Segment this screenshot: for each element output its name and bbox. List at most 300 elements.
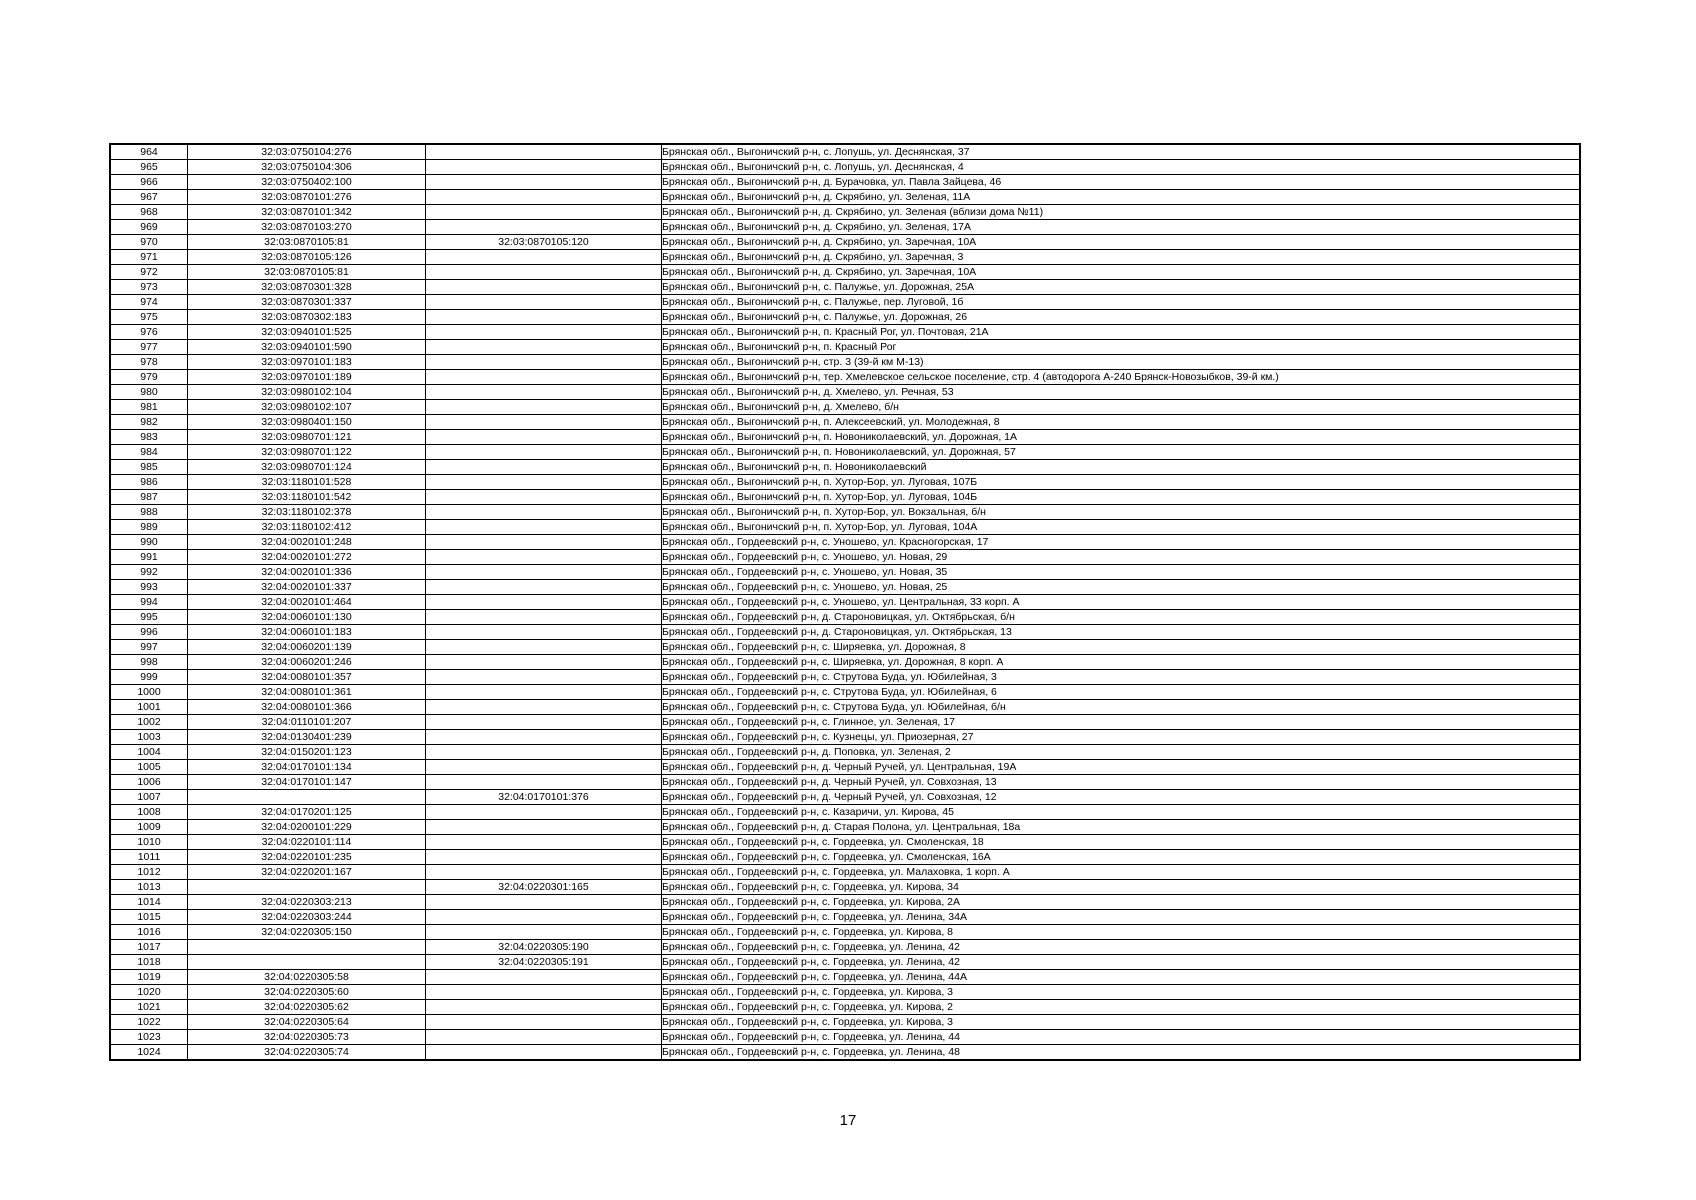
address-cell: Брянская обл., Гордеевский р-н, с. Гордеевка, ул. Смоленская, 18	[662, 835, 1581, 850]
address-cell: Брянская обл., Гордеевский р-н, с. Гордеевка, ул. Ленина, 34А	[662, 910, 1581, 925]
table-row	[110, 550, 1580, 565]
row-number-cell: 968	[110, 205, 188, 220]
address-cell: Брянская обл., Гордеевский р-н, с. Гордеевка, ул. Ленина, 48	[662, 1045, 1581, 1061]
row-number-cell: 994	[110, 595, 188, 610]
cadastral-number-cell: 32:03:0980701:121	[188, 430, 426, 445]
row-number-cell: 998	[110, 655, 188, 670]
row-number-cell: 983	[110, 430, 188, 445]
cadastral-number-cell: 32:04:0220101:114	[188, 835, 426, 850]
row-number-cell: 979	[110, 370, 188, 385]
related-cadastral-number-cell	[426, 745, 662, 760]
cadastral-number-cell: 32:04:0060201:246	[188, 655, 426, 670]
related-cadastral-number-cell	[426, 655, 662, 670]
row-number-cell: 1002	[110, 715, 188, 730]
address-cell: Брянская обл., Выгоничский р-н, стр. 3 (39-й км М-13)	[662, 355, 1581, 370]
table-row	[110, 265, 1580, 280]
related-cadastral-number-cell	[426, 670, 662, 685]
table-row	[110, 775, 1580, 790]
table-row	[110, 295, 1580, 310]
property-registry-table	[109, 143, 1581, 1061]
table-row	[110, 610, 1580, 625]
related-cadastral-number-cell	[426, 280, 662, 295]
row-number-cell: 1004	[110, 745, 188, 760]
related-cadastral-number-cell	[426, 1045, 662, 1061]
cadastral-number-cell: 32:03:0940101:525	[188, 325, 426, 340]
row-number-cell: 970	[110, 235, 188, 250]
related-cadastral-number-cell	[426, 310, 662, 325]
table-row	[110, 445, 1580, 460]
table-row	[110, 940, 1580, 955]
row-number-cell: 991	[110, 550, 188, 565]
table-row	[110, 144, 1580, 160]
row-number-cell: 969	[110, 220, 188, 235]
related-cadastral-number-cell	[426, 985, 662, 1000]
cadastral-number-cell: 32:04:0020101:464	[188, 595, 426, 610]
cadastral-number-cell: 32:04:0110101:207	[188, 715, 426, 730]
cadastral-number-cell: 32:04:0220101:235	[188, 850, 426, 865]
address-cell: Брянская обл., Выгоничский р-н, д. Скрябино, ул. Заречная, 10А	[662, 265, 1581, 280]
related-cadastral-number-cell	[426, 1015, 662, 1030]
address-cell: Брянская обл., Выгоничский р-н, с. Лопушь, ул. Деснянская, 4	[662, 160, 1581, 175]
cadastral-number-cell: 32:04:0020101:248	[188, 535, 426, 550]
row-number-cell: 982	[110, 415, 188, 430]
row-number-cell: 1021	[110, 1000, 188, 1015]
address-cell: Брянская обл., Гордеевский р-н, с. Казаричи, ул. Кирова, 45	[662, 805, 1581, 820]
row-number-cell: 992	[110, 565, 188, 580]
related-cadastral-number-cell	[426, 865, 662, 880]
address-cell: Брянская обл., Выгоничский р-н, д. Скрябино, ул. Заречная, 10А	[662, 235, 1581, 250]
row-number-cell: 975	[110, 310, 188, 325]
related-cadastral-number-cell	[426, 805, 662, 820]
address-cell: Брянская обл., Выгоничский р-н, д. Скрябино, ул. Зеленая, 17А	[662, 220, 1581, 235]
related-cadastral-number-cell	[426, 760, 662, 775]
related-cadastral-number-cell	[426, 550, 662, 565]
cadastral-number-cell: 32:04:0020101:272	[188, 550, 426, 565]
related-cadastral-number-cell	[426, 430, 662, 445]
related-cadastral-number-cell	[426, 325, 662, 340]
address-cell: Брянская обл., Гордеевский р-н, с. Струтова Буда, ул. Юбилейная, б/н	[662, 700, 1581, 715]
address-cell: Брянская обл., Гордеевский р-н, с. Гордеевка, ул. Малаховка, 1 корп. А	[662, 865, 1581, 880]
row-number-cell: 999	[110, 670, 188, 685]
table-row	[110, 1015, 1580, 1030]
table-row	[110, 865, 1580, 880]
cadastral-number-cell: 32:03:0870103:270	[188, 220, 426, 235]
row-number-cell: 1024	[110, 1045, 188, 1061]
row-number-cell: 1023	[110, 1030, 188, 1045]
cadastral-number-cell: 32:03:1180101:542	[188, 490, 426, 505]
cadastral-number-cell	[188, 955, 426, 970]
address-cell: Брянская обл., Гордеевский р-н, с. Гордеевка, ул. Кирова, 3	[662, 1015, 1581, 1030]
table-row	[110, 190, 1580, 205]
table-row	[110, 1030, 1580, 1045]
related-cadastral-number-cell	[426, 715, 662, 730]
table-row	[110, 160, 1580, 175]
cadastral-number-cell: 32:03:0750104:306	[188, 160, 426, 175]
table-row	[110, 430, 1580, 445]
address-cell: Брянская обл., Гордеевский р-н, с. Ширяевка, ул. Дорожная, 8	[662, 640, 1581, 655]
cadastral-number-cell	[188, 790, 426, 805]
row-number-cell: 990	[110, 535, 188, 550]
table-row	[110, 310, 1580, 325]
cadastral-number-cell: 32:04:0200101:229	[188, 820, 426, 835]
address-cell: Брянская обл., Выгоничский р-н, д. Хмелево, ул. Речная, 53	[662, 385, 1581, 400]
row-number-cell: 964	[110, 144, 188, 160]
row-number-cell: 971	[110, 250, 188, 265]
page-number: 17	[839, 1112, 857, 1129]
cadastral-number-cell: 32:04:0220303:213	[188, 895, 426, 910]
related-cadastral-number-cell	[426, 895, 662, 910]
address-cell: Брянская обл., Гордеевский р-н, с. Гордеевка, ул. Смоленская, 16А	[662, 850, 1581, 865]
address-cell: Брянская обл., Гордеевский р-н, с. Уношево, ул. Новая, 25	[662, 580, 1581, 595]
cadastral-number-cell: 32:04:0060201:139	[188, 640, 426, 655]
cadastral-number-cell: 32:04:0130401:239	[188, 730, 426, 745]
registry-table-body	[110, 144, 1580, 1060]
related-cadastral-number-cell	[426, 475, 662, 490]
related-cadastral-number-cell	[426, 355, 662, 370]
address-cell: Брянская обл., Выгоничский р-н, с. Палужье, ул. Дорожная, 26	[662, 310, 1581, 325]
cadastral-number-cell: 32:04:0150201:123	[188, 745, 426, 760]
cadastral-number-cell: 32:03:0870101:342	[188, 205, 426, 220]
cadastral-number-cell: 32:03:0970101:189	[188, 370, 426, 385]
table-row	[110, 520, 1580, 535]
table-row	[110, 355, 1580, 370]
related-cadastral-number-cell: 32:04:0220305:191	[426, 955, 662, 970]
document-sheet	[109, 143, 1581, 1061]
address-cell: Брянская обл., Гордеевский р-н, д. Черный Ручей, ул. Совхозная, 13	[662, 775, 1581, 790]
table-row	[110, 790, 1580, 805]
row-number-cell: 985	[110, 460, 188, 475]
table-row	[110, 925, 1580, 940]
row-number-cell: 1008	[110, 805, 188, 820]
row-number-cell: 1013	[110, 880, 188, 895]
cadastral-number-cell: 32:03:0870105:126	[188, 250, 426, 265]
address-cell: Брянская обл., Выгоничский р-н, д. Скрябино, ул. Зеленая, 11А	[662, 190, 1581, 205]
related-cadastral-number-cell	[426, 610, 662, 625]
related-cadastral-number-cell	[426, 535, 662, 550]
table-row	[110, 340, 1580, 355]
cadastral-number-cell: 32:03:0750104:276	[188, 144, 426, 160]
table-row	[110, 220, 1580, 235]
cadastral-number-cell: 32:03:0870105:81	[188, 235, 426, 250]
address-cell: Брянская обл., Гордеевский р-н, д. Черный Ручей, ул. Совхозная, 12	[662, 790, 1581, 805]
related-cadastral-number-cell	[426, 205, 662, 220]
related-cadastral-number-cell	[426, 160, 662, 175]
row-number-cell: 972	[110, 265, 188, 280]
address-cell: Брянская обл., Гордеевский р-н, с. Уношево, ул. Новая, 29	[662, 550, 1581, 565]
table-row	[110, 280, 1580, 295]
related-cadastral-number-cell	[426, 265, 662, 280]
table-row	[110, 565, 1580, 580]
table-row	[110, 400, 1580, 415]
table-row	[110, 370, 1580, 385]
address-cell: Брянская обл., Выгоничский р-н, д. Хмелево, б/н	[662, 400, 1581, 415]
table-row	[110, 580, 1580, 595]
cadastral-number-cell: 32:04:0020101:336	[188, 565, 426, 580]
cadastral-number-cell: 32:04:0170101:134	[188, 760, 426, 775]
row-number-cell: 1016	[110, 925, 188, 940]
related-cadastral-number-cell	[426, 565, 662, 580]
related-cadastral-number-cell	[426, 520, 662, 535]
related-cadastral-number-cell	[426, 220, 662, 235]
table-row	[110, 745, 1580, 760]
address-cell: Брянская обл., Гордеевский р-н, д. Поповка, ул. Зеленая, 2	[662, 745, 1581, 760]
table-row	[110, 985, 1580, 1000]
cadastral-number-cell: 32:04:0220305:60	[188, 985, 426, 1000]
related-cadastral-number-cell	[426, 595, 662, 610]
cadastral-number-cell: 32:04:0220305:62	[188, 1000, 426, 1015]
row-number-cell: 1015	[110, 910, 188, 925]
address-cell: Брянская обл., Гордеевский р-н, с. Гордеевка, ул. Кирова, 8	[662, 925, 1581, 940]
row-number-cell: 966	[110, 175, 188, 190]
cadastral-number-cell: 32:03:0870302:183	[188, 310, 426, 325]
address-cell: Брянская обл., Гордеевский р-н, с. Гордеевка, ул. Ленина, 42	[662, 955, 1581, 970]
cadastral-number-cell: 32:03:0980401:150	[188, 415, 426, 430]
cadastral-number-cell: 32:04:0020101:337	[188, 580, 426, 595]
address-cell: Брянская обл., Гордеевский р-н, с. Уношево, ул. Центральная, 33 корп. А	[662, 595, 1581, 610]
table-row	[110, 655, 1580, 670]
cadastral-number-cell: 32:04:0220305:64	[188, 1015, 426, 1030]
related-cadastral-number-cell	[426, 640, 662, 655]
related-cadastral-number-cell	[426, 415, 662, 430]
cadastral-number-cell: 32:03:0870101:276	[188, 190, 426, 205]
cadastral-number-cell: 32:03:0870301:337	[188, 295, 426, 310]
cadastral-number-cell: 32:03:0980102:107	[188, 400, 426, 415]
table-row	[110, 805, 1580, 820]
address-cell: Брянская обл., Выгоничский р-н, п. Хутор-Бор, ул. Вокзальная, б/н	[662, 505, 1581, 520]
address-cell: Брянская обл., Гордеевский р-н, д. Черный Ручей, ул. Центральная, 19А	[662, 760, 1581, 775]
row-number-cell: 989	[110, 520, 188, 535]
address-cell: Брянская обл., Выгоничский р-н, п. Алексеевский, ул. Молодежная, 8	[662, 415, 1581, 430]
table-row	[110, 235, 1580, 250]
address-cell: Брянская обл., Выгоничский р-н, д. Скрябино, ул. Заречная, 3	[662, 250, 1581, 265]
related-cadastral-number-cell: 32:04:0220301:165	[426, 880, 662, 895]
row-number-cell: 986	[110, 475, 188, 490]
cadastral-number-cell: 32:04:0220305:150	[188, 925, 426, 940]
cadastral-number-cell: 32:04:0080101:361	[188, 685, 426, 700]
cadastral-number-cell: 32:04:0170101:147	[188, 775, 426, 790]
related-cadastral-number-cell	[426, 625, 662, 640]
row-number-cell: 1011	[110, 850, 188, 865]
row-number-cell: 1009	[110, 820, 188, 835]
cadastral-number-cell: 32:04:0220305:74	[188, 1045, 426, 1061]
address-cell: Брянская обл., Выгоничский р-н, д. Скрябино, ул. Зеленая (вблизи дома №11)	[662, 205, 1581, 220]
related-cadastral-number-cell	[426, 445, 662, 460]
related-cadastral-number-cell	[426, 1030, 662, 1045]
cadastral-number-cell: 32:03:0980701:124	[188, 460, 426, 475]
address-cell: Брянская обл., Выгоничский р-н, п. Новониколаевский	[662, 460, 1581, 475]
related-cadastral-number-cell	[426, 505, 662, 520]
address-cell: Брянская обл., Гордеевский р-н, с. Струтова Буда, ул. Юбилейная, 6	[662, 685, 1581, 700]
row-number-cell: 1020	[110, 985, 188, 1000]
table-row	[110, 685, 1580, 700]
related-cadastral-number-cell	[426, 775, 662, 790]
address-cell: Брянская обл., Гордеевский р-н, д. Староновицкая, ул. Октябрьская, 13	[662, 625, 1581, 640]
cadastral-number-cell: 32:04:0060101:183	[188, 625, 426, 640]
cadastral-number-cell	[188, 940, 426, 955]
row-number-cell: 981	[110, 400, 188, 415]
table-row	[110, 880, 1580, 895]
cadastral-number-cell: 32:03:1180102:412	[188, 520, 426, 535]
related-cadastral-number-cell	[426, 490, 662, 505]
row-number-cell: 980	[110, 385, 188, 400]
row-number-cell: 987	[110, 490, 188, 505]
address-cell: Брянская обл., Выгоничский р-н, п. Новониколаевский, ул. Дорожная, 57	[662, 445, 1581, 460]
row-number-cell: 1012	[110, 865, 188, 880]
address-cell: Брянская обл., Выгоничский р-н, п. Хутор-Бор, ул. Луговая, 104Б	[662, 490, 1581, 505]
cadastral-number-cell	[188, 880, 426, 895]
table-row	[110, 625, 1580, 640]
row-number-cell: 1017	[110, 940, 188, 955]
table-row	[110, 670, 1580, 685]
table-row	[110, 910, 1580, 925]
related-cadastral-number-cell	[426, 400, 662, 415]
row-number-cell: 1006	[110, 775, 188, 790]
related-cadastral-number-cell	[426, 700, 662, 715]
table-row	[110, 505, 1580, 520]
cadastral-number-cell: 32:04:0080101:357	[188, 670, 426, 685]
related-cadastral-number-cell	[426, 190, 662, 205]
table-row	[110, 715, 1580, 730]
table-row	[110, 205, 1580, 220]
row-number-cell: 984	[110, 445, 188, 460]
row-number-cell: 1000	[110, 685, 188, 700]
related-cadastral-number-cell	[426, 925, 662, 940]
table-row	[110, 700, 1580, 715]
row-number-cell: 1003	[110, 730, 188, 745]
table-row	[110, 895, 1580, 910]
cadastral-number-cell: 32:04:0220303:244	[188, 910, 426, 925]
cadastral-number-cell: 32:03:0970101:183	[188, 355, 426, 370]
cadastral-number-cell: 32:04:0220305:73	[188, 1030, 426, 1045]
address-cell: Брянская обл., Выгоничский р-н, п. Красный Рог, ул. Почтовая, 21А	[662, 325, 1581, 340]
cadastral-number-cell: 32:03:1180101:528	[188, 475, 426, 490]
address-cell: Брянская обл., Гордеевский р-н, с. Глинное, ул. Зеленая, 17	[662, 715, 1581, 730]
address-cell: Брянская обл., Выгоничский р-н, д. Бурачовка, ул. Павла Зайцева, 46	[662, 175, 1581, 190]
row-number-cell: 1007	[110, 790, 188, 805]
table-row	[110, 475, 1580, 490]
address-cell: Брянская обл., Выгоничский р-н, тер. Хмелевское сельское поселение, стр. 4 (автодорога А-240 Брянск-Новозыбков, 39-й км.)	[662, 370, 1581, 385]
address-cell: Брянская обл., Гордеевский р-н, с. Гордеевка, ул. Кирова, 2	[662, 1000, 1581, 1015]
address-cell: Брянская обл., Гордеевский р-н, д. Старая Полона, ул. Центральная, 18а	[662, 820, 1581, 835]
cadastral-number-cell: 32:03:0870301:328	[188, 280, 426, 295]
cadastral-number-cell: 32:03:1180102:378	[188, 505, 426, 520]
related-cadastral-number-cell	[426, 835, 662, 850]
cadastral-number-cell: 32:03:0940101:590	[188, 340, 426, 355]
row-number-cell: 997	[110, 640, 188, 655]
related-cadastral-number-cell	[426, 144, 662, 160]
address-cell: Брянская обл., Гордеевский р-н, с. Гордеевка, ул. Кирова, 34	[662, 880, 1581, 895]
row-number-cell: 1010	[110, 835, 188, 850]
table-row	[110, 760, 1580, 775]
row-number-cell: 977	[110, 340, 188, 355]
address-cell: Брянская обл., Выгоничский р-н, п. Красный Рог	[662, 340, 1581, 355]
related-cadastral-number-cell: 32:04:0220305:190	[426, 940, 662, 955]
table-row	[110, 835, 1580, 850]
related-cadastral-number-cell	[426, 175, 662, 190]
cadastral-number-cell: 32:03:0980102:104	[188, 385, 426, 400]
cadastral-number-cell: 32:03:0870105:81	[188, 265, 426, 280]
address-cell: Брянская обл., Гордеевский р-н, с. Гордеевка, ул. Кирова, 2А	[662, 895, 1581, 910]
related-cadastral-number-cell	[426, 730, 662, 745]
related-cadastral-number-cell	[426, 460, 662, 475]
table-row	[110, 325, 1580, 340]
address-cell: Брянская обл., Выгоничский р-н, п. Новониколаевский, ул. Дорожная, 1А	[662, 430, 1581, 445]
address-cell: Брянская обл., Выгоничский р-н, с. Палужье, ул. Дорожная, 25А	[662, 280, 1581, 295]
cadastral-number-cell: 32:04:0060101:130	[188, 610, 426, 625]
address-cell: Брянская обл., Гордеевский р-н, с. Гордеевка, ул. Ленина, 42	[662, 940, 1581, 955]
cadastral-number-cell: 32:03:0750402:100	[188, 175, 426, 190]
row-number-cell: 973	[110, 280, 188, 295]
address-cell: Брянская обл., Выгоничский р-н, с. Лопушь, ул. Деснянская, 37	[662, 144, 1581, 160]
cadastral-number-cell: 32:04:0220201:167	[188, 865, 426, 880]
related-cadastral-number-cell	[426, 970, 662, 985]
table-row	[110, 385, 1580, 400]
table-row	[110, 535, 1580, 550]
table-row	[110, 970, 1580, 985]
row-number-cell: 1019	[110, 970, 188, 985]
row-number-cell: 1022	[110, 1015, 188, 1030]
row-number-cell: 988	[110, 505, 188, 520]
row-number-cell: 1018	[110, 955, 188, 970]
related-cadastral-number-cell	[426, 850, 662, 865]
row-number-cell: 978	[110, 355, 188, 370]
table-row	[110, 175, 1580, 190]
row-number-cell: 993	[110, 580, 188, 595]
related-cadastral-number-cell	[426, 370, 662, 385]
address-cell: Брянская обл., Гордеевский р-н, с. Уношево, ул. Красногорская, 17	[662, 535, 1581, 550]
row-number-cell: 976	[110, 325, 188, 340]
address-cell: Брянская обл., Гордеевский р-н, д. Староновицкая, ул. Октябрьская, б/н	[662, 610, 1581, 625]
address-cell: Брянская обл., Гордеевский р-н, с. Уношево, ул. Новая, 35	[662, 565, 1581, 580]
related-cadastral-number-cell	[426, 385, 662, 400]
row-number-cell: 995	[110, 610, 188, 625]
table-row	[110, 955, 1580, 970]
address-cell: Брянская обл., Гордеевский р-н, с. Струтова Буда, ул. Юбилейная, 3	[662, 670, 1581, 685]
related-cadastral-number-cell	[426, 340, 662, 355]
table-row	[110, 460, 1580, 475]
related-cadastral-number-cell	[426, 910, 662, 925]
address-cell: Брянская обл., Выгоничский р-н, с. Палужье, пер. Луговой, 1б	[662, 295, 1581, 310]
cadastral-number-cell: 32:03:0980701:122	[188, 445, 426, 460]
row-number-cell: 1014	[110, 895, 188, 910]
table-row	[110, 595, 1580, 610]
row-number-cell: 996	[110, 625, 188, 640]
row-number-cell: 1001	[110, 700, 188, 715]
cadastral-number-cell: 32:04:0170201:125	[188, 805, 426, 820]
address-cell: Брянская обл., Гордеевский р-н, с. Ширяевка, ул. Дорожная, 8 корп. А	[662, 655, 1581, 670]
row-number-cell: 965	[110, 160, 188, 175]
address-cell: Брянская обл., Гордеевский р-н, с. Гордеевка, ул. Ленина, 44	[662, 1030, 1581, 1045]
address-cell: Брянская обл., Выгоничский р-н, п. Хутор-Бор, ул. Луговая, 107Б	[662, 475, 1581, 490]
row-number-cell: 967	[110, 190, 188, 205]
related-cadastral-number-cell: 32:03:0870105:120	[426, 235, 662, 250]
related-cadastral-number-cell	[426, 250, 662, 265]
related-cadastral-number-cell	[426, 580, 662, 595]
related-cadastral-number-cell	[426, 685, 662, 700]
table-row	[110, 1000, 1580, 1015]
address-cell: Брянская обл., Выгоничский р-н, п. Хутор-Бор, ул. Луговая, 104А	[662, 520, 1581, 535]
related-cadastral-number-cell	[426, 820, 662, 835]
table-row	[110, 730, 1580, 745]
address-cell: Брянская обл., Гордеевский р-н, с. Гордеевка, ул. Ленина, 44А	[662, 970, 1581, 985]
table-row	[110, 820, 1580, 835]
address-cell: Брянская обл., Гордеевский р-н, с. Кузнецы, ул. Приозерная, 27	[662, 730, 1581, 745]
table-row	[110, 1045, 1580, 1061]
row-number-cell: 974	[110, 295, 188, 310]
related-cadastral-number-cell	[426, 1000, 662, 1015]
cadastral-number-cell: 32:04:0220305:58	[188, 970, 426, 985]
table-row	[110, 250, 1580, 265]
